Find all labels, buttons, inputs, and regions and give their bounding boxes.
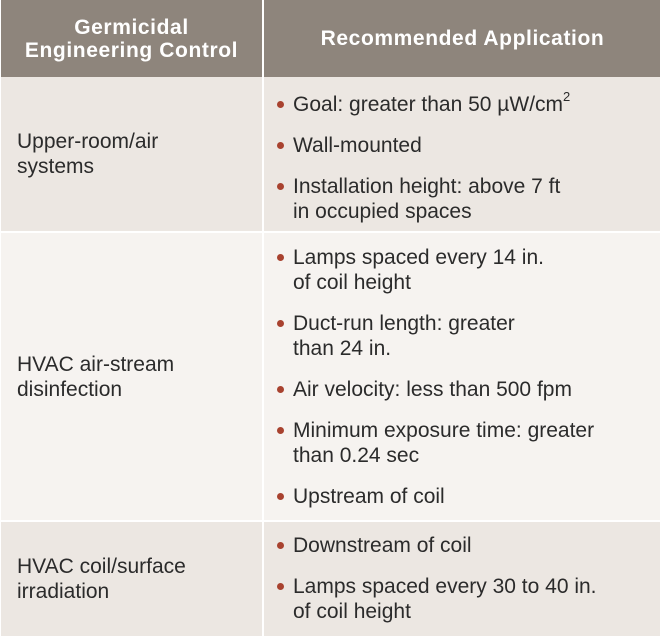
list-item bbox=[274, 311, 647, 361]
control-cell: HVAC air-stream disinfection bbox=[1, 233, 264, 520]
bullet-icon bbox=[277, 493, 284, 500]
table-header bbox=[1, 0, 660, 77]
list-item bbox=[274, 533, 647, 558]
application-cell bbox=[264, 522, 660, 636]
item-text: Duct-run length: greater than 24 in. bbox=[293, 312, 515, 360]
control-cell: HVAC coil/surface irradiation bbox=[1, 522, 264, 636]
bullet-icon bbox=[277, 142, 284, 149]
list-item bbox=[274, 377, 647, 402]
list-item bbox=[274, 574, 647, 624]
list-item bbox=[274, 133, 647, 158]
item-text: Upstream of coil bbox=[293, 485, 445, 508]
item-text: Installation height: above 7 ft in occupied spaces bbox=[293, 175, 561, 223]
bullet-icon bbox=[277, 427, 284, 434]
item-text: Downstream of coil bbox=[293, 534, 472, 557]
table-row-hvac-coil bbox=[1, 522, 660, 636]
table-row-hvac-air-stream bbox=[1, 233, 660, 520]
bullet-icon bbox=[277, 320, 284, 327]
list-item bbox=[274, 484, 647, 509]
bullet-icon bbox=[277, 386, 284, 393]
item-text: Minimum exposure time: greater than 0.24 sec bbox=[293, 419, 595, 467]
bullet-icon bbox=[277, 254, 284, 261]
bullet-icon bbox=[277, 583, 284, 590]
header-germicidal-engineering-control: Germicidal Engineering Control bbox=[1, 0, 264, 77]
item-text: Lamps spaced every 14 in. of coil height bbox=[293, 246, 544, 294]
bullet-icon bbox=[277, 101, 284, 108]
bullet-list bbox=[274, 89, 647, 224]
superscript: 2 bbox=[563, 89, 571, 104]
item-text: Air velocity: less than 500 fpm bbox=[293, 378, 572, 401]
item-text: Lamps spaced every 30 to 40 in. of coil height bbox=[293, 575, 597, 623]
bullet-list bbox=[274, 245, 647, 509]
list-item bbox=[274, 89, 647, 117]
item-text: Goal: greater than 50 µW/cm bbox=[293, 93, 564, 116]
bullet-icon bbox=[277, 542, 284, 549]
list-item bbox=[274, 245, 647, 295]
item-text: Wall-mounted bbox=[293, 134, 422, 157]
control-cell: Upper-room/air systems bbox=[1, 77, 264, 231]
list-item bbox=[274, 174, 647, 224]
application-cell bbox=[264, 77, 660, 231]
bullet-icon bbox=[277, 183, 284, 190]
table-row-upper-room bbox=[1, 77, 660, 231]
list-item bbox=[274, 418, 647, 468]
header-recommended-application: Recommended Application bbox=[320, 27, 605, 50]
bullet-list bbox=[274, 533, 647, 624]
application-cell bbox=[264, 233, 660, 520]
